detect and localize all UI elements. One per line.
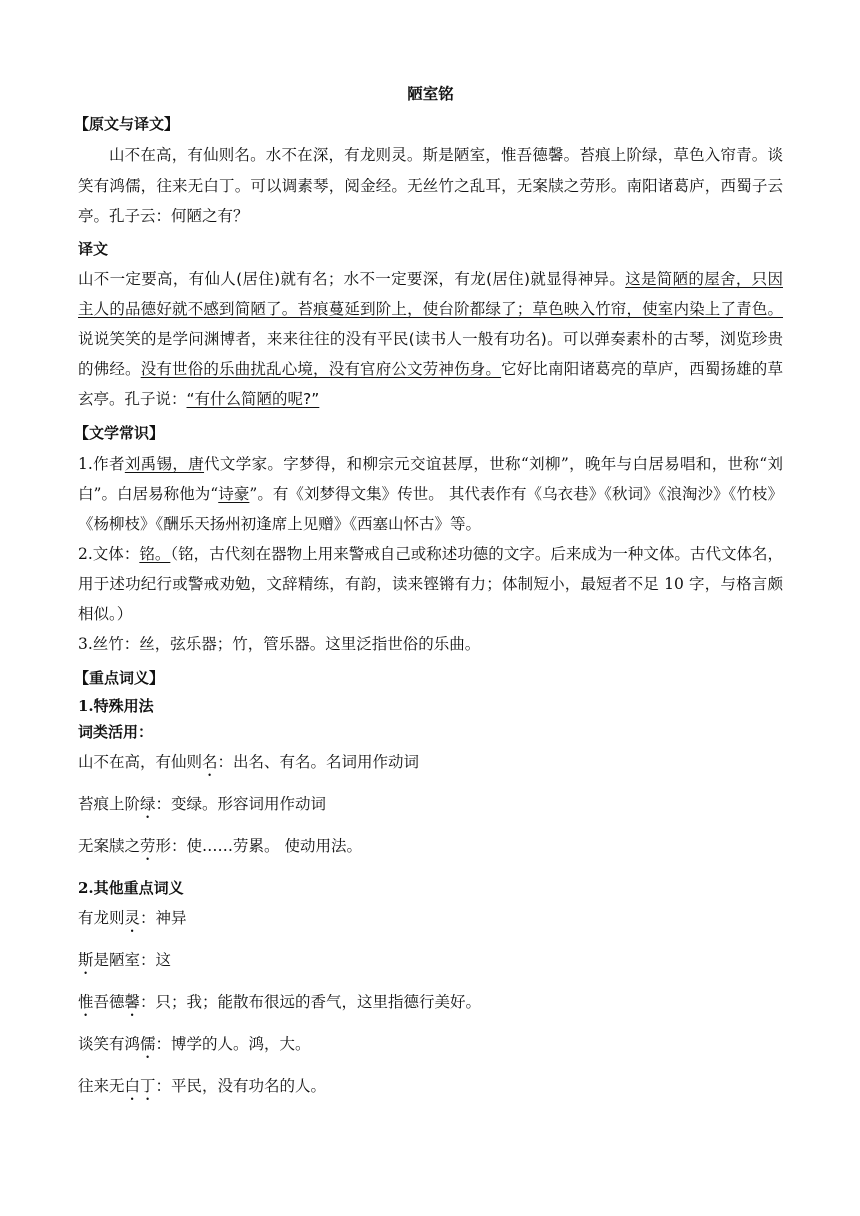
vocab-line (78, 793, 783, 822)
vocab-text: 形：使……劳累。 使动用法。 (155, 836, 362, 855)
lit-text: （铭，古代刻在器物上用来警戒自己或称述功德的文字。后来成为一种文体。古代文体名，用于述功纪行或警戒劝勉，文辞精练，有韵，读来铿锵有力；体制短小，最短者不足 10 字，与格言颇相似。） (78, 544, 783, 623)
trans-part: 说说笑笑的是学问渊博者，来来往往的没有平民(读书人一般有功名)。可以弹奏素朴的古琴，浏览珍贵的佛经。 (78, 329, 783, 378)
translation-label: 译文 (78, 239, 109, 258)
document-page (74, 78, 783, 1117)
lit-text: ”。有《刘梦得文集》传世。 其代表作有《乌衣巷》《秋词》《浪淘沙》《竹枝》《杨柳枝》《酬乐天扬州初逢席上见赠》《西塞山怀古》等。 (78, 484, 783, 533)
lit-item-genre (78, 539, 783, 629)
section-heading-vocab: 【重点词义】 (74, 668, 165, 687)
vocab-text: 是陋室：这 (93, 950, 172, 969)
vocab-keyword: 白丁 (124, 1076, 156, 1095)
vocab-text: ：神异 (140, 908, 187, 927)
trans-underlined: “有什么简陋的呢?” (186, 389, 320, 408)
lit-item-author (78, 449, 783, 539)
title-underlined: 诗豪 (218, 484, 250, 503)
original-text: 山不在高，有仙则名。水不在深，有龙则灵。斯是陋室，惟吾德馨。苔痕上阶绿，草色入帘青。谈笑有鸿儒，往来无白丁。可以调素琴，阅金经。无丝竹之乱耳，无案牍之劳形。南阳诸葛庐，西蜀子云亭。孔子云：何陋之有？ (78, 146, 783, 225)
lit-item-sizhu: 3.丝竹：丝，弦乐器；竹，管乐器。这里泛指世俗的乐曲。 (78, 634, 481, 653)
vocab-text: ：出名、有名。名词用作动词 (217, 752, 420, 771)
vocab-keyword: 灵 (124, 908, 141, 927)
vocab-line (78, 1075, 783, 1104)
vocab-line (78, 1033, 783, 1062)
vocab-line (78, 835, 783, 864)
vocab-keyword: 绿 (140, 794, 156, 813)
vocab-keyword: 馨 (124, 992, 141, 1011)
vocab-line (78, 907, 783, 936)
lit-text: 1.作者 (78, 454, 125, 473)
vocab-keyword: 劳 (140, 836, 156, 855)
vocab-sub-special: 1.特殊用法 (78, 696, 154, 715)
lit-text: 2.文体： (78, 544, 140, 563)
vocab-text: ：平民，没有功名的人。 (155, 1076, 327, 1095)
vocab-line (78, 949, 783, 978)
genre-underlined: 铭。 (139, 544, 171, 563)
section-heading-original: 【原文与译文】 (74, 115, 180, 133)
lit-text: 代文学家。字梦得，和柳宗元交谊甚厚，世称“刘柳”，晚年与白居易唱和，世称“刘白”。白居易称他为“ (78, 454, 783, 503)
vocab-text: ：博学的人。鸿，大。 (155, 1034, 311, 1053)
translation-text (78, 264, 783, 414)
vocab-text: 谈笑有鸿 (78, 1034, 141, 1053)
section-heading-literature: 【文学常识】 (74, 423, 165, 442)
trans-part: 它好比南阳诸葛亮的草庐，西蜀扬雄的草玄亭。孔子说： (78, 359, 783, 408)
vocab-text: 无案牍之 (78, 836, 141, 855)
trans-underlined: 没有世俗的乐曲扰乱心境，没有官府公文劳神伤身。 (140, 359, 502, 378)
vocab-text: ：只；我；能散布很远的香气，这里指德行美好。 (140, 992, 482, 1011)
vocab-text: 有龙则 (78, 908, 125, 927)
vocab-keyword: 名 (202, 752, 218, 771)
author-underlined: 刘禹锡，唐 (124, 454, 205, 473)
vocab-line (78, 991, 783, 1020)
vocab-sub-wordclass: 词类活用： (78, 722, 154, 741)
vocab-text: 吾德 (93, 992, 125, 1011)
vocab-text: 往来无 (78, 1076, 125, 1095)
vocab-sub-other: 2.其他重点词义 (78, 878, 184, 897)
trans-underlined: 这是简陋的屋舍，只因主人的品德好就不感到简陋了。苔痕蔓延到阶上，使台阶都绿了；草色映入竹帘，使室内染上了青色。 (78, 269, 783, 318)
vocab-text: 苔痕上阶 (78, 794, 141, 813)
doc-title: 陋室铭 (407, 84, 454, 103)
vocab-text: 山不在高，有仙则 (78, 752, 203, 771)
vocab-keyword: 斯 (78, 950, 94, 969)
vocab-keyword: 儒 (140, 1034, 156, 1053)
trans-part: 山不一定要高，有仙人(居住)就有名；水不一定要深，有龙(居住)就显得神异。 (78, 269, 626, 288)
vocab-keyword: 惟 (78, 992, 94, 1011)
vocab-text: ：变绿。形容词用作动词 (155, 794, 327, 813)
vocab-line (78, 751, 783, 780)
